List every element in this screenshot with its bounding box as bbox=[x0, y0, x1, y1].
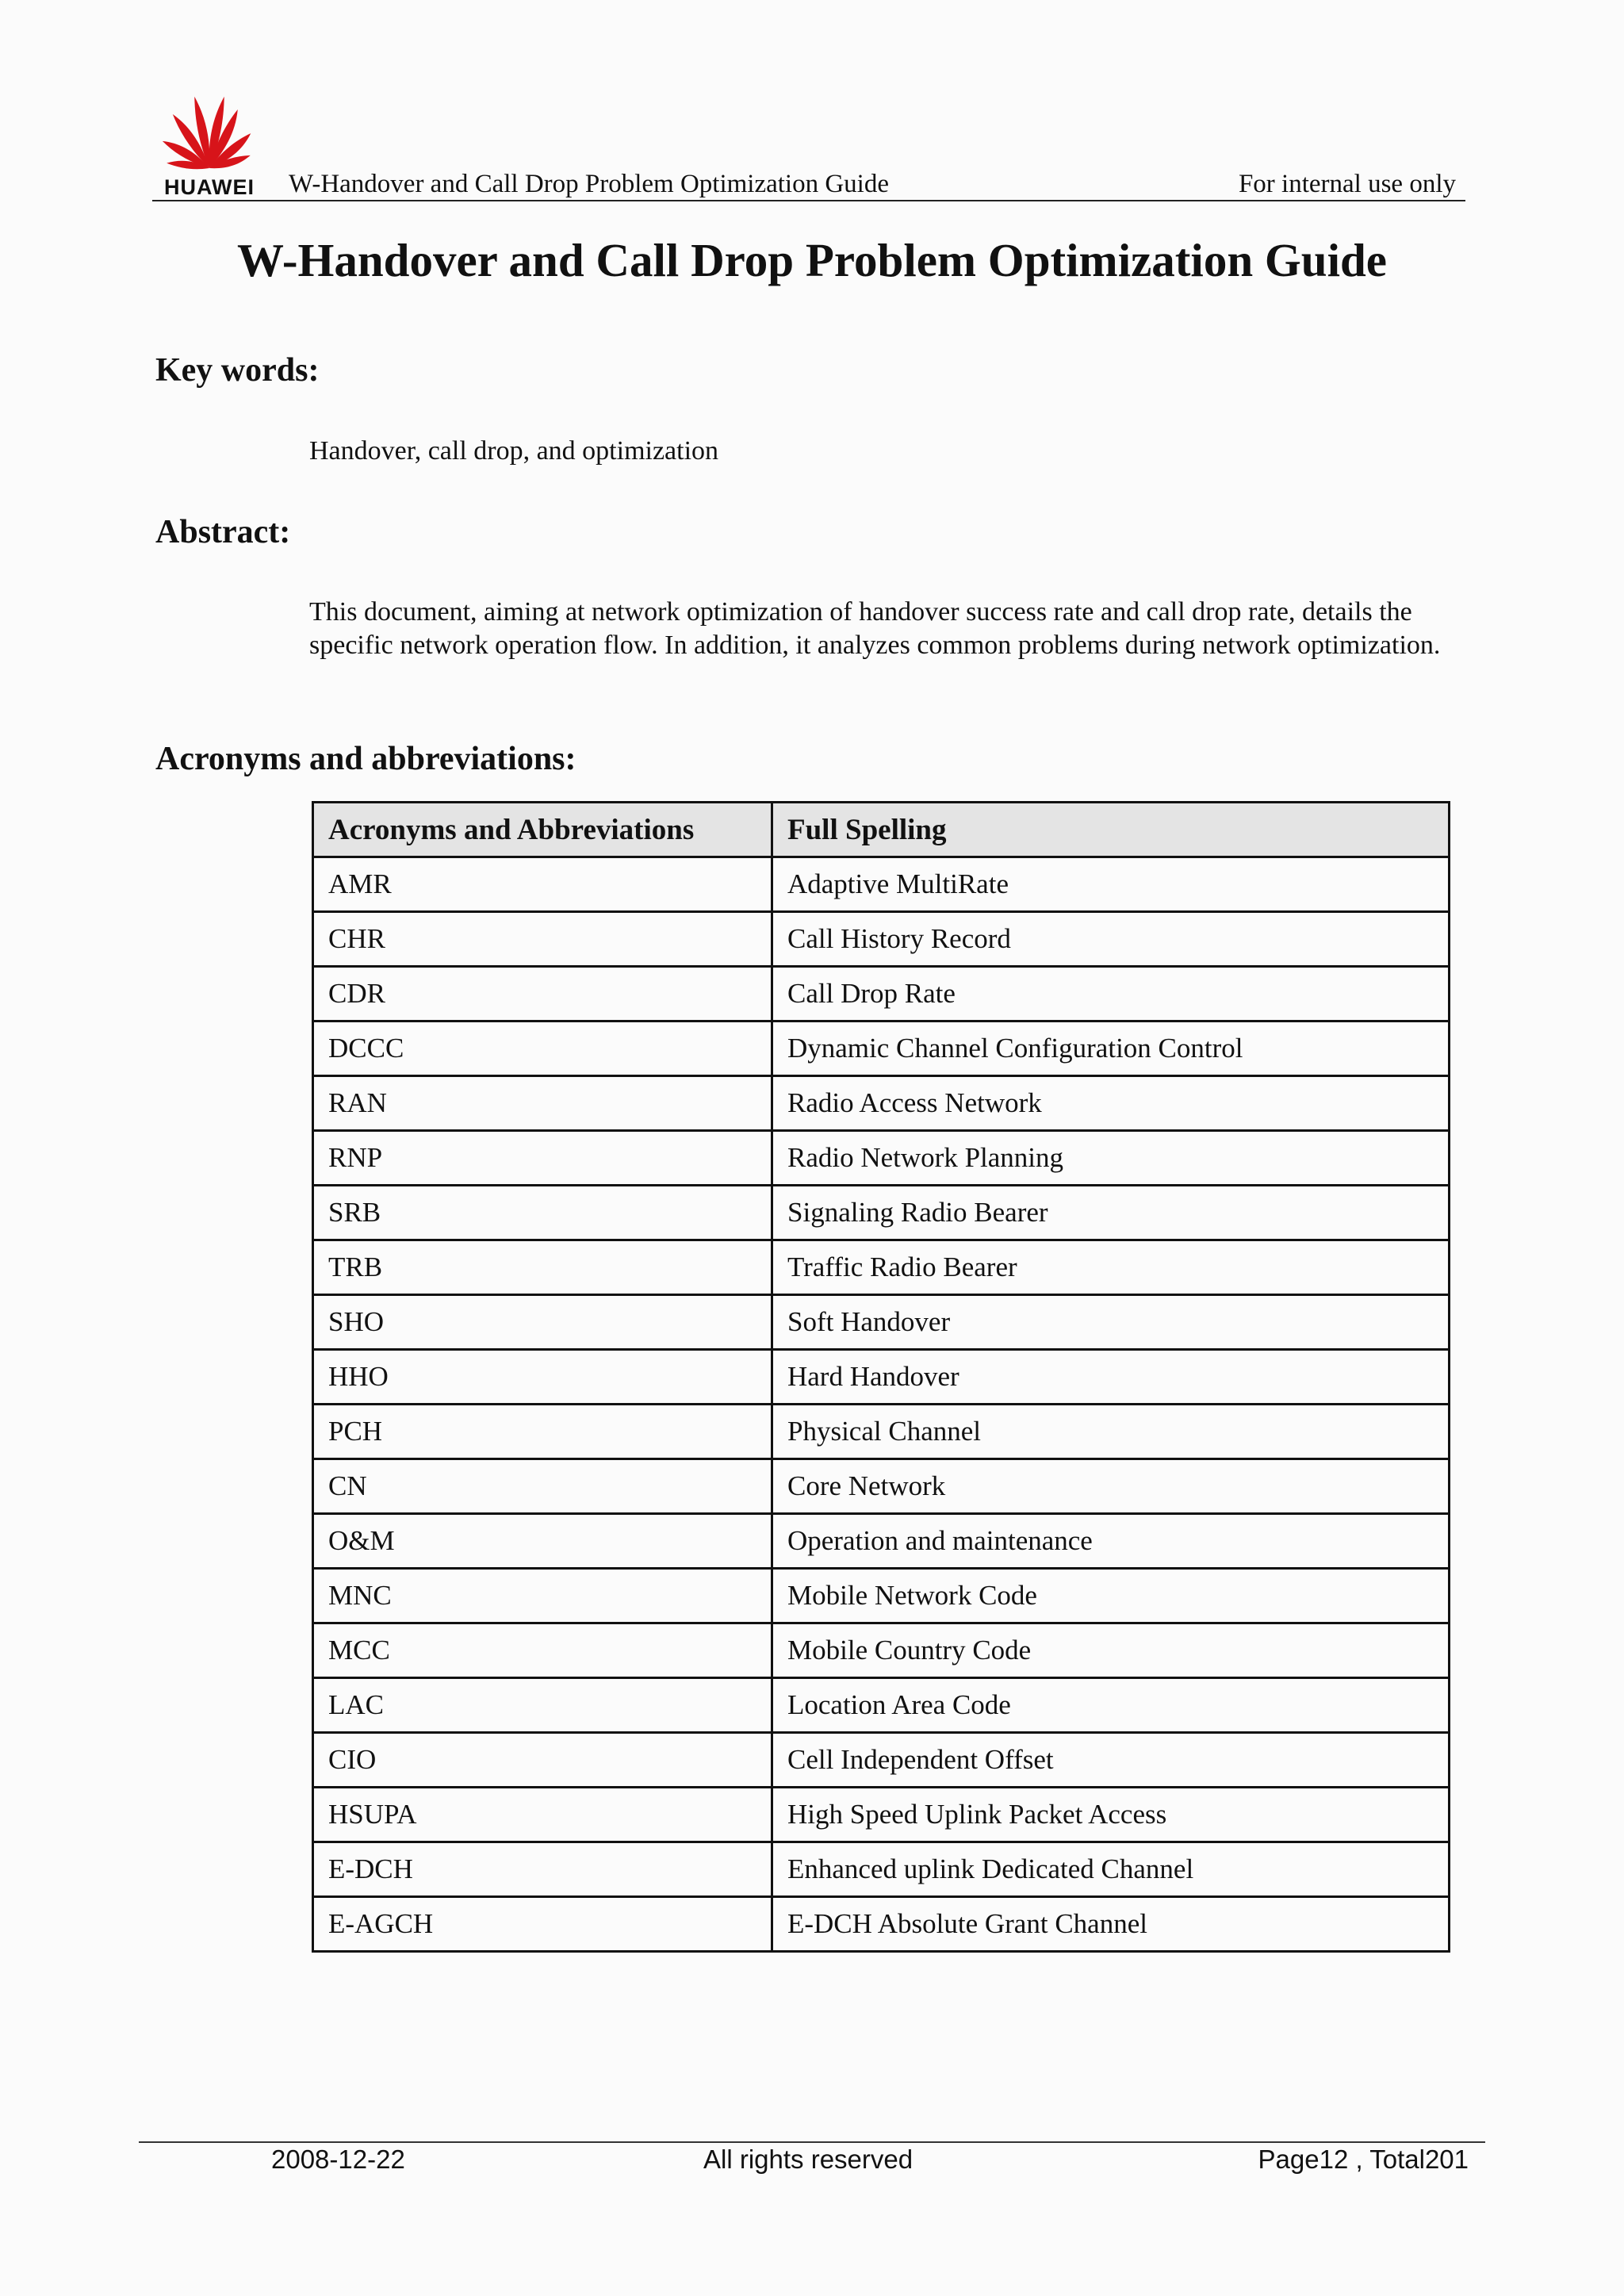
table-row bbox=[313, 857, 1450, 912]
acronym-cell: CHR bbox=[313, 912, 772, 967]
table-row bbox=[313, 1514, 1450, 1569]
full-spelling-cell: Signaling Radio Bearer bbox=[772, 1186, 1450, 1240]
acronym-cell: E-DCH bbox=[313, 1842, 772, 1897]
full-spelling-cell: Hard Handover bbox=[772, 1350, 1450, 1405]
acronym-cell: SHO bbox=[313, 1295, 772, 1350]
acronym-cell: CDR bbox=[313, 967, 772, 1022]
table-row bbox=[313, 912, 1450, 967]
full-spelling-cell: Core Network bbox=[772, 1459, 1450, 1514]
full-spelling-cell: Dynamic Channel Configuration Control bbox=[772, 1022, 1450, 1076]
header-classification: For internal use only bbox=[1238, 170, 1456, 198]
acronym-cell: HSUPA bbox=[313, 1788, 772, 1842]
full-spelling-cell: Operation and maintenance bbox=[772, 1514, 1450, 1569]
full-spelling-cell: High Speed Uplink Packet Access bbox=[772, 1788, 1450, 1842]
table-row bbox=[313, 1405, 1450, 1459]
full-spelling-cell: Soft Handover bbox=[772, 1295, 1450, 1350]
table-header-row bbox=[313, 803, 1450, 857]
huawei-logo bbox=[155, 89, 263, 198]
header-document-title: W-Handover and Call Drop Problem Optimization Guide bbox=[289, 170, 890, 198]
page-title: W-Handover and Call Drop Problem Optimization Guide bbox=[237, 234, 1387, 286]
footer-page-number: Page12 , Total201 bbox=[1258, 2145, 1469, 2174]
full-spelling-cell: Location Area Code bbox=[772, 1678, 1450, 1733]
full-spelling-cell: Cell Independent Offset bbox=[772, 1733, 1450, 1788]
table-row bbox=[313, 1842, 1450, 1897]
acronym-cell: HHO bbox=[313, 1350, 772, 1405]
full-spelling-cell: Enhanced uplink Dedicated Channel bbox=[772, 1842, 1450, 1897]
logo-wordmark: HUAWEI bbox=[164, 175, 255, 199]
abstract-heading: Abstract: bbox=[155, 514, 291, 550]
acronym-cell: LAC bbox=[313, 1678, 772, 1733]
table-row bbox=[313, 1022, 1450, 1076]
table-row bbox=[313, 1131, 1450, 1186]
table-row bbox=[313, 1186, 1450, 1240]
acronyms-table bbox=[312, 801, 1450, 1953]
table-row bbox=[313, 1076, 1450, 1131]
table-row bbox=[313, 1350, 1450, 1405]
keywords-text: Handover, call drop, and optimization bbox=[309, 436, 719, 466]
table-row bbox=[313, 1678, 1450, 1733]
table-row bbox=[313, 1623, 1450, 1678]
header-divider bbox=[152, 200, 1465, 201]
table-row bbox=[313, 1897, 1450, 1952]
acronym-cell: TRB bbox=[313, 1240, 772, 1295]
acronym-cell: DCCC bbox=[313, 1022, 772, 1076]
acronym-cell: PCH bbox=[313, 1405, 772, 1459]
column-header-full-spelling: Full Spelling bbox=[772, 803, 1450, 857]
huawei-flower-icon bbox=[155, 89, 263, 171]
full-spelling-cell: Mobile Network Code bbox=[772, 1569, 1450, 1623]
table-row bbox=[313, 1569, 1450, 1623]
acronyms-table-body bbox=[313, 857, 1450, 1952]
acronym-cell: SRB bbox=[313, 1186, 772, 1240]
full-spelling-cell: E-DCH Absolute Grant Channel bbox=[772, 1897, 1450, 1952]
footer-date: 2008-12-22 bbox=[271, 2145, 405, 2174]
table-row bbox=[313, 967, 1450, 1022]
acronym-cell: O&M bbox=[313, 1514, 772, 1569]
table-row bbox=[313, 1240, 1450, 1295]
footer-rights: All rights reserved bbox=[703, 2145, 914, 2174]
full-spelling-cell: Adaptive MultiRate bbox=[772, 857, 1450, 912]
acronym-cell: RNP bbox=[313, 1131, 772, 1186]
acronym-cell: AMR bbox=[313, 857, 772, 912]
acronym-cell: E-AGCH bbox=[313, 1897, 772, 1952]
table-row bbox=[313, 1295, 1450, 1350]
full-spelling-cell: Mobile Country Code bbox=[772, 1623, 1450, 1678]
acronym-cell: MCC bbox=[313, 1623, 772, 1678]
acronym-cell: RAN bbox=[313, 1076, 772, 1131]
acronym-cell: MNC bbox=[313, 1569, 772, 1623]
table-row bbox=[313, 1733, 1450, 1788]
table-row bbox=[313, 1459, 1450, 1514]
full-spelling-cell: Physical Channel bbox=[772, 1405, 1450, 1459]
full-spelling-cell: Radio Access Network bbox=[772, 1076, 1450, 1131]
full-spelling-cell: Traffic Radio Bearer bbox=[772, 1240, 1450, 1295]
keywords-heading: Key words: bbox=[155, 352, 320, 389]
full-spelling-cell: Call Drop Rate bbox=[772, 967, 1450, 1022]
acronym-cell: CIO bbox=[313, 1733, 772, 1788]
table-row bbox=[313, 1788, 1450, 1842]
column-header-acronym: Acronyms and Abbreviations bbox=[313, 803, 772, 857]
acronyms-heading: Acronyms and abbreviations: bbox=[155, 741, 576, 777]
full-spelling-cell: Radio Network Planning bbox=[772, 1131, 1450, 1186]
full-spelling-cell: Call History Record bbox=[772, 912, 1450, 967]
footer-divider bbox=[139, 2141, 1485, 2143]
abstract-text: This document, aiming at network optimization of handover success rate and call drop rate, details the specific network operation flow. In addition, it analyzes common problems during network optimization. bbox=[309, 597, 1441, 660]
acronym-cell: CN bbox=[313, 1459, 772, 1514]
